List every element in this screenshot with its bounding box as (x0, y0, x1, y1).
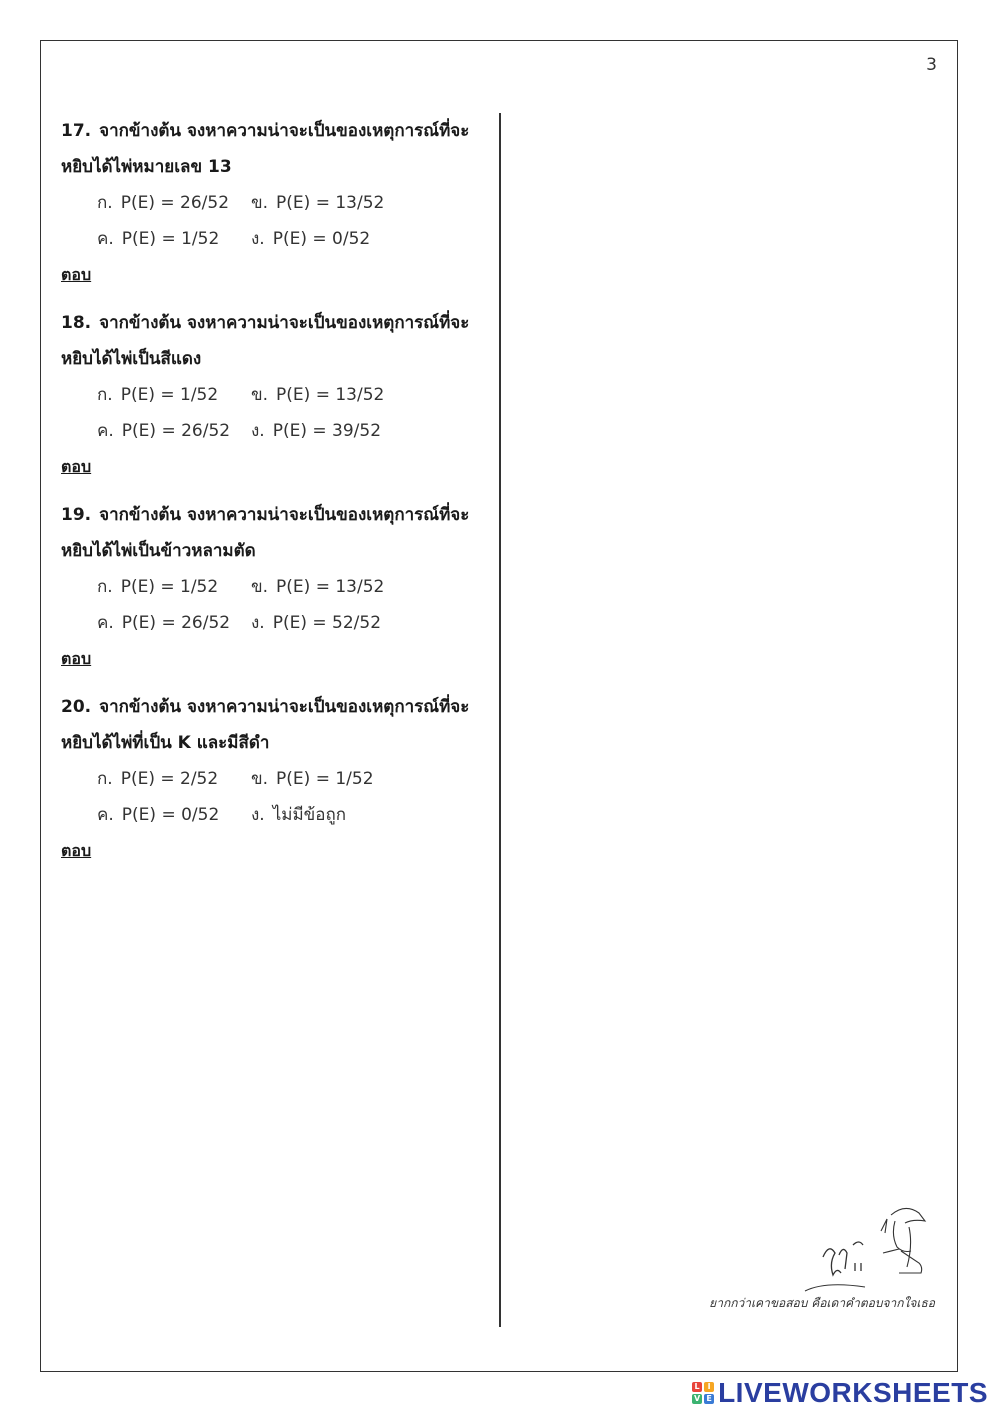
choice-letter: ค. (97, 421, 114, 441)
choice-text: P(E) = 26/52 (121, 613, 231, 633)
question-line-2: หยิบได้ไพ่ที่เป็น K และมีสีดำ (61, 733, 270, 753)
choices (61, 377, 491, 449)
choice-letter: ค. (97, 229, 114, 249)
question-line-1: จากข้างต้น จงหาความน่าจะเป็นของเหตุการณ์ที่จะ (99, 313, 470, 333)
page-number: 3 (926, 55, 937, 75)
choice-text: P(E) = 1/52 (121, 229, 220, 249)
choices (61, 185, 491, 257)
question-number: 18. (61, 313, 92, 333)
question-17 (61, 113, 491, 293)
logo-blocks-icon (692, 1382, 714, 1404)
question-column (61, 113, 491, 881)
question-line-2: หยิบได้ไพ่หมายเลข 13 (61, 157, 232, 177)
question-19 (61, 497, 491, 677)
choice-text: P(E) = 26/52 (120, 193, 230, 213)
logo-block-v: V (693, 1394, 701, 1403)
choice-c[interactable] (97, 605, 251, 641)
question-number: 20. (61, 697, 92, 717)
choice-text: P(E) = 13/52 (276, 385, 385, 405)
choice-a[interactable] (97, 569, 251, 605)
choice-d[interactable] (251, 797, 441, 833)
question-line-1: จากข้างต้น จงหาความน่าจะเป็นของเหตุการณ์ที่จะ (99, 505, 470, 525)
question-text (61, 305, 491, 341)
choice-c[interactable] (97, 413, 251, 449)
choice-text: P(E) = 0/52 (121, 805, 220, 825)
choice-d[interactable] (251, 413, 441, 449)
question-text (61, 113, 491, 149)
choice-text: P(E) = 26/52 (121, 421, 231, 441)
choice-text: P(E) = 39/52 (272, 421, 382, 441)
signature-caption: ยากกว่าเคาขอสอบ คือเดาคำตอบจากใจเธอ (709, 1296, 935, 1310)
question-line-1: จากข้างต้น จงหาความน่าจะเป็นของเหตุการณ์ที่จะ (99, 697, 470, 717)
choice-text: P(E) = 1/52 (276, 769, 374, 789)
choice-c[interactable] (97, 797, 251, 833)
choices (61, 569, 491, 641)
choice-letter: ก. (97, 193, 113, 213)
answer-label: ตอบ (61, 265, 92, 284)
signature-block (705, 1193, 935, 1313)
question-20 (61, 689, 491, 869)
choice-text: P(E) = 2/52 (120, 769, 219, 789)
logo-block-l: L (692, 1382, 702, 1392)
question-text (61, 497, 491, 533)
choice-text: P(E) = 1/52 (120, 577, 219, 597)
choice-b[interactable] (251, 185, 441, 221)
choice-letter: ค. (97, 613, 114, 633)
logo-block-e: E (704, 1394, 714, 1404)
liveworksheets-logo[interactable] (692, 1378, 988, 1408)
question-line-2: หยิบได้ไพ่เป็นสีแดง (61, 349, 202, 369)
choice-letter: ง. (251, 613, 265, 633)
choice-a[interactable] (97, 185, 251, 221)
choice-letter: ข. (251, 193, 269, 213)
question-18 (61, 305, 491, 485)
question-line-1: จากข้างต้น จงหาความน่าจะเป็นของเหตุการณ์ที่จะ (99, 121, 470, 141)
choice-a[interactable] (97, 377, 251, 413)
choice-a[interactable] (97, 761, 251, 797)
choice-letter: ง. (251, 805, 265, 825)
choice-letter: ง. (251, 229, 265, 249)
choice-text: P(E) = 52/52 (272, 613, 382, 633)
choice-text: P(E) = 13/52 (276, 577, 385, 597)
choice-letter: ก. (97, 385, 113, 405)
choice-text: P(E) = 13/52 (276, 193, 385, 213)
question-line-2: หยิบได้ไพ่เป็นข้าวหลามตัด (61, 541, 256, 561)
choice-b[interactable] (251, 569, 441, 605)
choice-d[interactable] (251, 605, 441, 641)
choice-letter: ค. (97, 805, 114, 825)
choice-letter: ก. (97, 577, 113, 597)
question-number: 19. (61, 505, 92, 525)
choice-text: P(E) = 0/52 (272, 229, 371, 249)
choice-c[interactable] (97, 221, 251, 257)
answer-label: ตอบ (61, 649, 92, 668)
page-frame (40, 40, 958, 1372)
choice-letter: ข. (251, 577, 269, 597)
choice-b[interactable] (251, 761, 441, 797)
choice-b[interactable] (251, 377, 441, 413)
choice-text: P(E) = 1/52 (120, 385, 219, 405)
choice-letter: ก. (97, 769, 113, 789)
column-divider (499, 113, 501, 1327)
answer-label: ตอบ (61, 457, 92, 476)
choice-letter: ข. (251, 769, 269, 789)
choice-letter: ง. (251, 421, 265, 441)
choice-text: ไม่มีข้อถูก (272, 805, 347, 825)
question-number: 17. (61, 121, 92, 141)
question-text (61, 689, 491, 725)
choices (61, 761, 491, 833)
logo-text: LIVEWORKSHEETS (718, 1377, 988, 1408)
logo-block-i: I (704, 1382, 714, 1392)
choice-d[interactable] (251, 221, 441, 257)
choice-letter: ข. (251, 385, 269, 405)
answer-label: ตอบ (61, 841, 92, 860)
